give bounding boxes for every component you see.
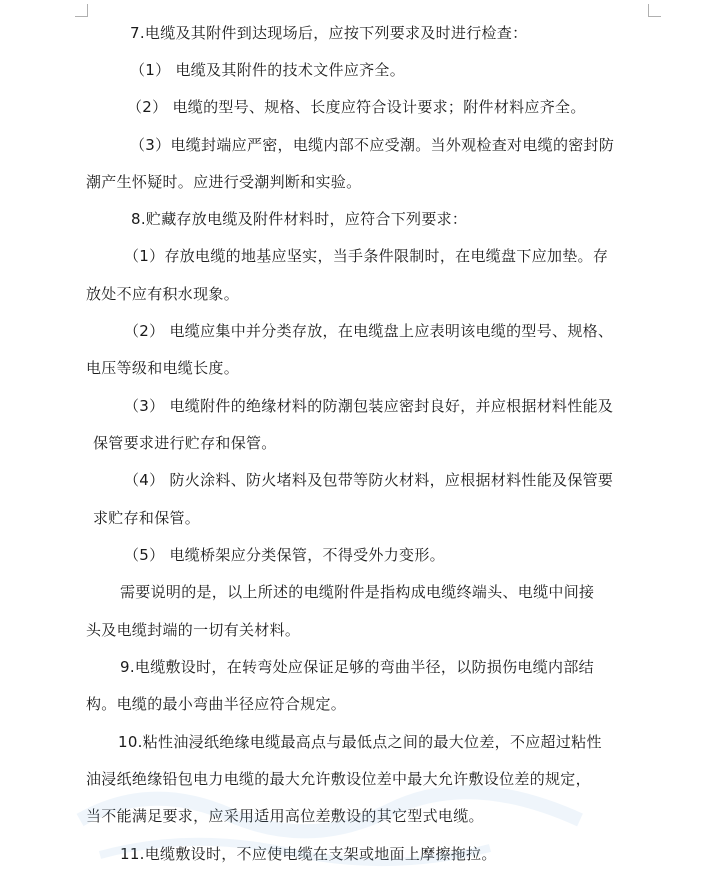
crop-mark-top-right bbox=[648, 4, 661, 17]
paragraph-7-line-1: 7.电缆及其附件到达现场后，应按下列要求及时进行检查： bbox=[130, 24, 528, 42]
paragraph-8-line-1: 8.贮藏存放电缆及附件材料时，应符合下列要求： bbox=[131, 210, 468, 228]
item-7-3-line-2: 潮产生怀疑时。应进行受潮判断和实验。 bbox=[86, 173, 362, 191]
note-line-2: 头及电缆封端的一切有关材料。 bbox=[86, 621, 301, 639]
item-7-3-line-1: （3）电缆封端应严密，电缆内部不应受潮。当外观检查对电缆的密封防 bbox=[130, 136, 615, 154]
note-line-1: 需要说明的是，以上所述的电缆附件是指构成电缆终端头、电缆中间接 bbox=[120, 583, 595, 601]
crop-mark-top-left bbox=[75, 4, 88, 17]
item-8-4-line-2: 求贮存和保管。 bbox=[93, 509, 201, 527]
item-7-2-line: （2） 电缆的型号、规格、长度应符合设计要求；附件材料应齐全。 bbox=[127, 98, 586, 116]
item-8-1-line-1: （1）存放电缆的地基应坚实，当手条件限制时，在电缆盘下应加垫。存 bbox=[124, 247, 609, 265]
item-8-3-line-2: 保管要求进行贮存和保管。 bbox=[93, 434, 277, 452]
item-8-2-line-2: 电压等级和电缆长度。 bbox=[86, 359, 240, 377]
paragraph-9-line-2: 构。电缆的最小弯曲半径应符合规定。 bbox=[86, 695, 347, 713]
item-8-2-line-1: （2） 电缆应集中并分类存放，在电缆盘上应表明该电缆的型号、规格、 bbox=[124, 322, 614, 340]
item-8-4-line-1: （4） 防火涂料、防火堵料及包带等防火材料，应根据材料性能及保管要 bbox=[124, 471, 614, 489]
paragraph-10-line-2: 油浸纸绝缘铅包电力电缆的最大允许敷设位差中最大允许敷设位差的规定， bbox=[86, 770, 591, 788]
item-7-1-line: （1） 电缆及其附件的技术文件应齐全。 bbox=[130, 61, 406, 79]
item-8-3-line-1: （3） 电缆附件的绝缘材料的防潮包装应密封良好，并应根据材料性能及 bbox=[124, 397, 614, 415]
item-8-1-line-2: 放处不应有积水现象。 bbox=[86, 285, 240, 303]
paragraph-10-line-1: 10.粘性油浸纸绝缘电缆最高点与最低点之间的最大位差，不应超过粘性 bbox=[118, 733, 602, 751]
paragraph-10-line-3: 当不能满足要求，应采用适用高位差敷设的其它型式电缆。 bbox=[86, 807, 484, 825]
item-8-5-line: （5） 电缆桥架应分类保管，不得受外力变形。 bbox=[124, 546, 445, 564]
paragraph-9-line-1: 9.电缆敷设时，在转弯处应保证足够的弯曲半径，以防损伤电缆内部结 bbox=[120, 658, 594, 676]
paragraph-11-line-1: 11.电缆敷设时，不应使电缆在支架或地面上摩擦拖拉。 bbox=[120, 845, 497, 863]
